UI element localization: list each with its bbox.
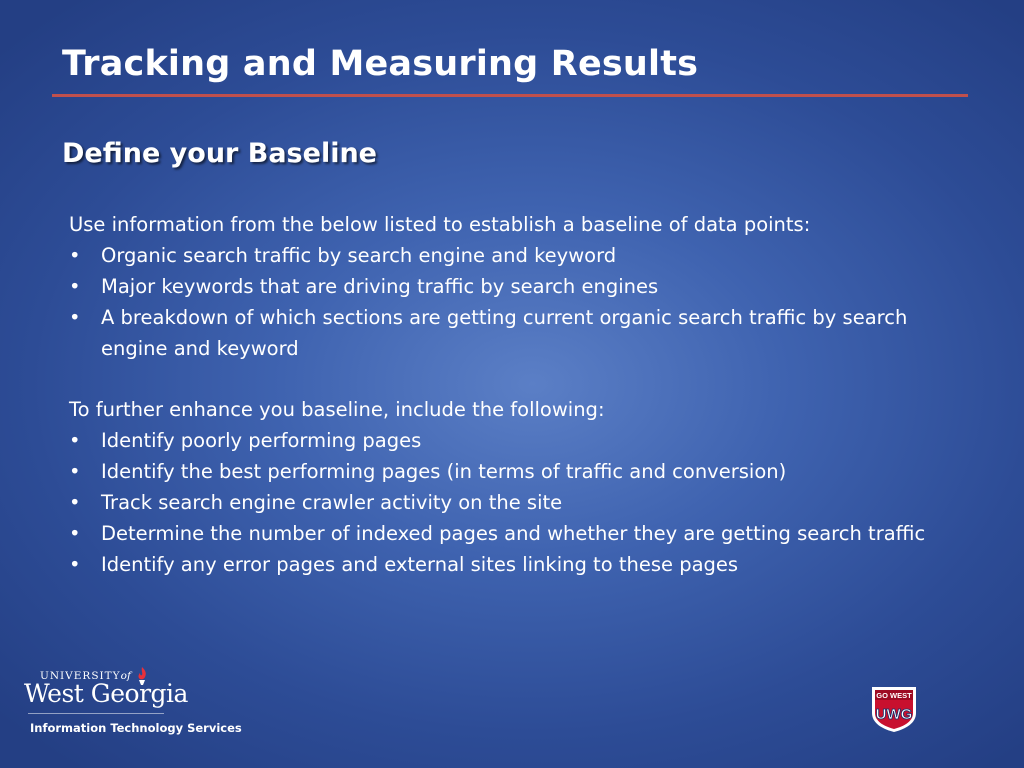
bullet-glyph: •	[69, 244, 81, 267]
bullet-item	[69, 487, 969, 518]
section-gap	[69, 364, 969, 394]
bullet-item	[69, 456, 969, 487]
logo-of: of	[120, 670, 131, 682]
bullet-glyph: •	[69, 275, 81, 298]
department-label: Information Technology Services	[30, 721, 242, 735]
logo-divider	[28, 713, 164, 714]
section2-intro: To further enhance you baseline, include the following:	[69, 398, 605, 421]
bullet-text: Track search engine crawler activity on the site	[101, 491, 563, 514]
bullet-glyph: •	[69, 429, 81, 452]
bullet-glyph: •	[69, 553, 81, 576]
bullet-item	[69, 271, 969, 302]
bullet-text: Identify the best performing pages (in terms of traffic and conversion)	[101, 460, 787, 483]
badge-bottom-text: UWG	[875, 706, 913, 723]
logo-name: West Georgia	[24, 679, 188, 708]
slide-subtitle: Define your Baseline	[62, 138, 377, 169]
bullet-text: Identify any error pages and external sites linking to these pages	[101, 553, 739, 576]
bullet-text: Determine the number of indexed pages and whether they are getting search traffic	[101, 522, 926, 545]
bullet-item	[69, 302, 969, 364]
bullet-item	[69, 549, 969, 580]
bullet-item	[69, 240, 969, 271]
bullet-item	[69, 425, 969, 456]
bullet-glyph: •	[69, 460, 81, 483]
bullet-item	[69, 518, 969, 549]
uwg-logo	[24, 666, 254, 756]
title-divider	[52, 94, 968, 97]
bullet-glyph: •	[69, 522, 81, 545]
bullet-text: Major keywords that are driving traffic by search engines	[101, 275, 659, 298]
logo-university: UNIVERSITY	[40, 670, 121, 682]
badge-top-text: GO WEST	[876, 691, 912, 700]
bullet-glyph: •	[69, 306, 81, 329]
slide-title: Tracking and Measuring Results	[62, 44, 699, 84]
bullet-text: Identify poorly performing pages	[101, 429, 422, 452]
slide-body	[69, 209, 969, 580]
bullet-glyph: •	[69, 491, 81, 514]
section1-bullet-list	[69, 240, 969, 364]
bullet-text: Organic search traffic by search engine and keyword	[101, 244, 617, 267]
section2-bullet-list	[69, 425, 969, 580]
bullet-text: A breakdown of which sections are getting current organic search traffic by search engine and keyword	[101, 306, 908, 360]
go-west-badge-icon	[868, 683, 920, 733]
section1-intro: Use information from the below listed to establish a baseline of data points:	[69, 213, 811, 236]
